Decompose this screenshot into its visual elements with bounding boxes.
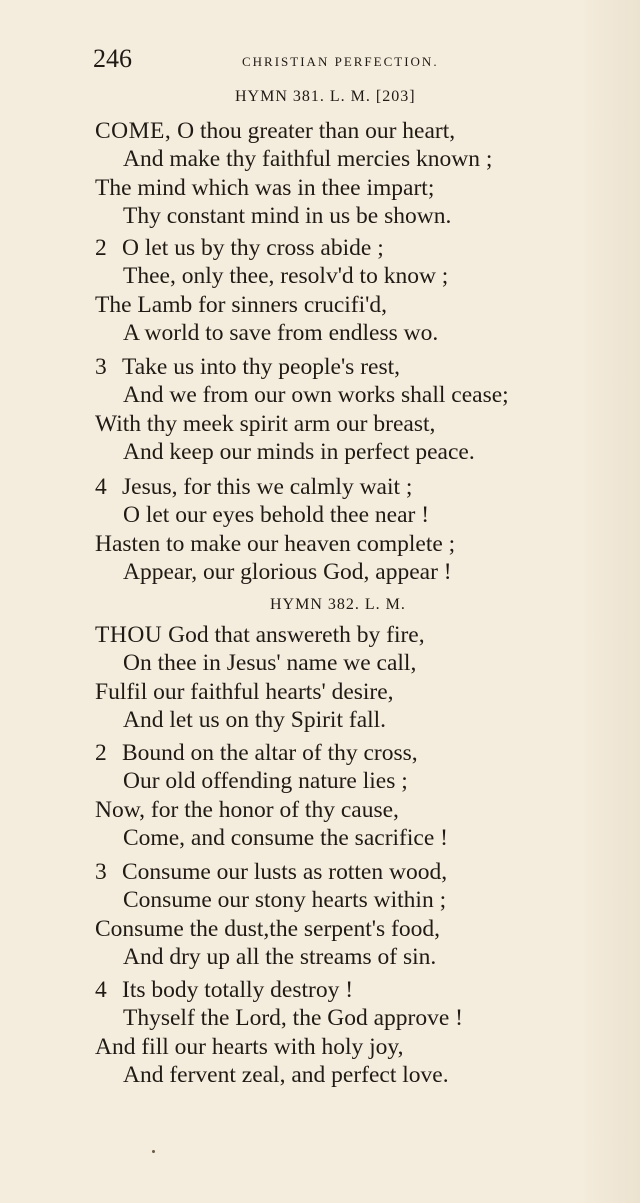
line-text: Consume our lusts as rotten wood, <box>122 859 448 885</box>
stanza <box>95 621 625 735</box>
hymn-heading: HYMN 382. L. M. <box>270 596 406 613</box>
stanza <box>95 858 625 972</box>
running-head: CHRISTIAN PERFECTION. <box>242 54 439 69</box>
verse-line: Consume the dust,the serpent's food, <box>95 915 440 942</box>
ink-speck <box>152 1150 155 1153</box>
stanza-number: 2 <box>95 235 107 261</box>
verse-line: The Lamb for sinners crucifi'd, <box>95 291 388 318</box>
verse-line <box>95 976 625 1004</box>
verse-line: And dry up all the streams of sin. <box>123 944 437 971</box>
stanza <box>95 473 625 587</box>
verse-line: Our old offending nature lies ; <box>123 768 408 795</box>
verse-line: And we from our own works shall cease; <box>123 382 509 409</box>
verse-line: Consume our stony hearts within ; <box>123 887 447 914</box>
verse-line: With thy meek spirit arm our breast, <box>95 410 436 437</box>
verse-line: And let us on thy Spirit fall. <box>123 707 387 734</box>
verse-line <box>95 353 625 381</box>
verse-line: Come, and consume the sacrifice ! <box>123 825 448 852</box>
page-header <box>93 44 513 78</box>
verse-line <box>95 117 625 145</box>
verse-line <box>95 621 625 649</box>
stanza <box>95 234 625 348</box>
verse-line: The mind which was in thee impart; <box>95 174 435 201</box>
stanza-number: 3 <box>95 354 107 380</box>
line-text: God that answereth by fire, <box>162 622 425 648</box>
stanza-number: 2 <box>95 740 107 766</box>
verse-line: Thee, only thee, resolv'd to know ; <box>123 263 449 290</box>
verse-line <box>95 234 625 262</box>
line-text: O thou greater than our heart, <box>171 118 456 144</box>
stanza <box>95 353 625 467</box>
verse-line: Fulfil our faithful hearts' desire, <box>95 678 394 705</box>
line-text: Take us into thy people's rest, <box>122 354 401 380</box>
line-text: O let us by thy cross abide ; <box>122 235 384 261</box>
verse-line <box>95 739 625 767</box>
verse-line: O let our eyes behold thee near ! <box>123 502 430 529</box>
stanza-number: 4 <box>95 474 107 500</box>
initial-word: THOU <box>95 622 163 648</box>
verse-line: Hasten to make our heaven complete ; <box>95 530 456 557</box>
verse-line <box>95 473 625 501</box>
verse-line: And fervent zeal, and perfect love. <box>123 1062 449 1089</box>
hymn-heading: HYMN 381. L. M. [203] <box>235 88 416 105</box>
verse-line: Thy constant mind in us be shown. <box>123 203 452 230</box>
verse-line: Appear, our glorious God, appear ! <box>123 559 452 586</box>
line-text: Bound on the altar of thy cross, <box>122 740 418 766</box>
verse-line: Now, for the honor of thy cause, <box>95 796 399 823</box>
verse-line: Thyself the Lord, the God approve ! <box>123 1005 463 1032</box>
stanza <box>95 117 625 231</box>
verse-line: A world to save from endless wo. <box>123 320 439 347</box>
verse-line <box>95 858 625 886</box>
initial-word: COME, <box>95 118 172 144</box>
verse-line: And keep our minds in perfect peace. <box>123 439 475 466</box>
line-text: Its body totally destroy ! <box>122 977 354 1003</box>
stanza <box>95 739 625 853</box>
stanza-number: 4 <box>95 977 107 1003</box>
stanza <box>95 976 625 1090</box>
line-text: Jesus, for this we calmly wait ; <box>122 474 413 500</box>
verse-line: On thee in Jesus' name we call, <box>123 650 417 677</box>
stanza-number: 3 <box>95 859 107 885</box>
verse-line: And make thy faithful mercies known ; <box>123 146 493 173</box>
verse-line: And fill our hearts with holy joy, <box>95 1033 404 1060</box>
page-number: 246 <box>93 44 132 73</box>
